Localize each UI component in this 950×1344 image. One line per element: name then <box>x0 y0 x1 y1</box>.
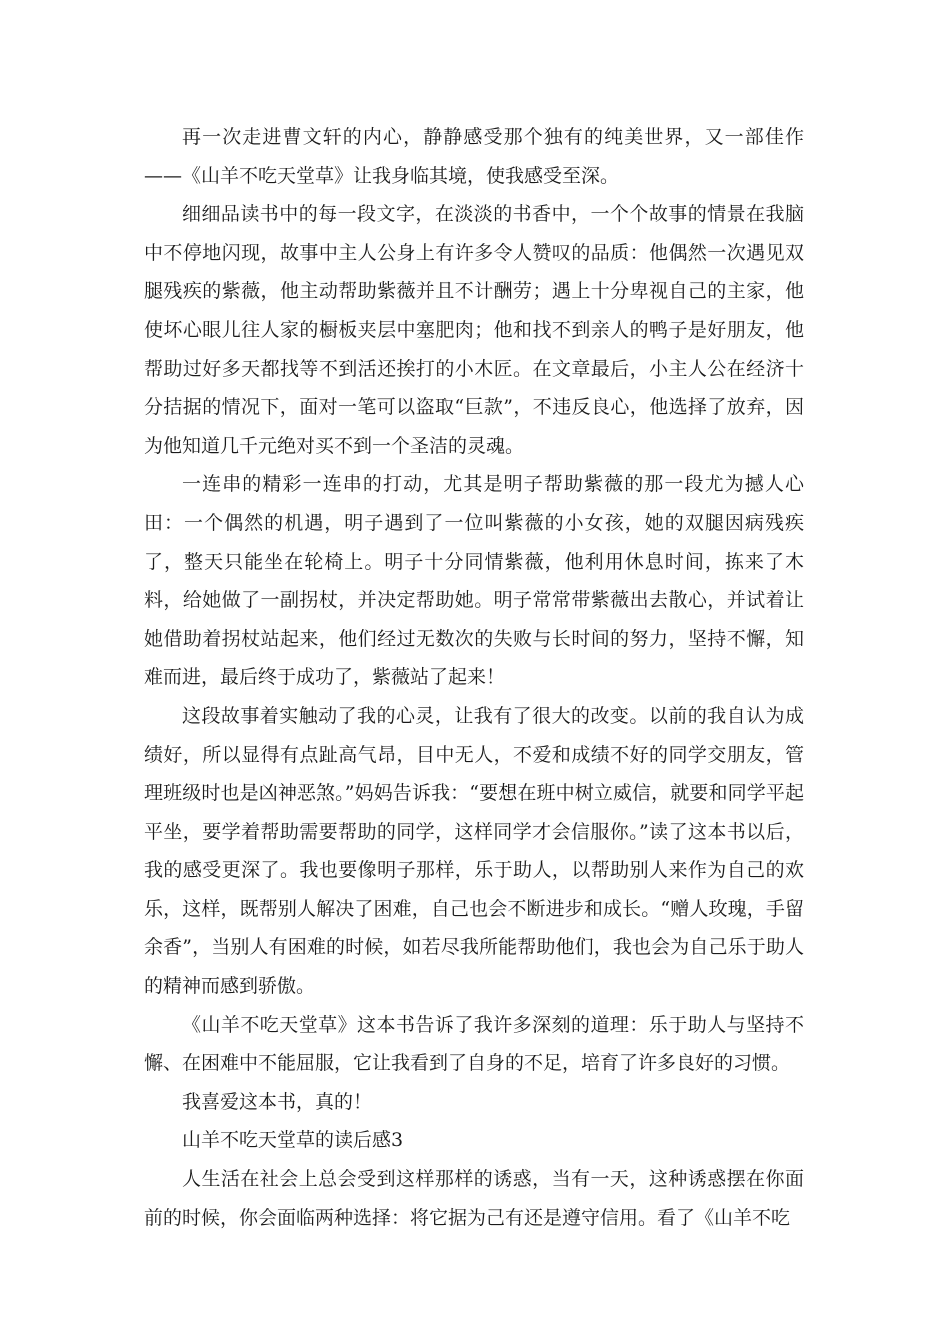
paragraph-closing: 我喜爱这本书，真的！ <box>182 1090 373 1113</box>
paragraph-reading: 细细品读书中的每一段文字，在淡淡的书香中，一个个故事的情景在我脑中不停地闪现，故事中主人公身上有许多令人赞叹的品质：他偶然一次遇见双腿残疾的紫薇，他主动帮助紫薇并且不计酬劳；遇上十分卑视自己的主家，他使坏心眼儿往人家的橱板夹层中塞肥肉；他和找不到亲人的鸭子是好朋友，他帮助过好多天都找等不到活还挨打的小木匠。在文章最后，小主人公在经济十分拮据的情况下，面对一笔可以盗取“巨款”，不违反良心，他选择了放弃，因为他知道几千元绝对买不到一个圣洁的灵魂。 <box>144 203 804 457</box>
document-body <box>144 118 804 1237</box>
paragraph-intro: 再一次走进曹文轩的内心，静静感受那个独有的纯美世界，又一部佳作——《山羊不吃天堂草》让我身临其境，使我感受至深。 <box>144 126 804 187</box>
paragraph-reflection: 这段故事着实触动了我的心灵，让我有了很大的改变。以前的我自认为成绩好，所以显得有点趾高气昂，目中无人，不爱和成绩不好的同学交朋友，管理班级时也是凶神恶煞。”妈妈告诉我：“要想在班中树立威信，就要和同学平起平坐，要学着帮助需要帮助的同学，这样同学才会信服你。”读了这本书以后，我的感受更深了。我也要像明子那样，乐于助人，以帮助别人来作为自己的欢乐，这样，既帮别人解决了困难，自己也会不断进步和成长。“赠人玫瑰，手留余香”，当别人有困难的时候，如若尽我所能帮助他们，我也会为自己乐于助人的精神而感到骄傲。 <box>144 704 804 998</box>
paragraph-next-section: 人生活在社会上总会受到这样那样的诱惑，当有一天，这种诱惑摆在你面前的时候，你会面临两种选择：将它据为己有还是遵守信用。看了《山羊不吃 <box>144 1168 804 1229</box>
paragraph-lesson: 《山羊不吃天堂草》这本书告诉了我许多深刻的道理：乐于助人与坚持不懈、在困难中不能屈服，它让我看到了自身的不足，培育了许多良好的习惯。 <box>144 1013 804 1075</box>
section-title: 山羊不吃天堂草的读后感3 <box>182 1129 404 1152</box>
paragraph-story: 一连串的精彩一连串的打动，尤其是明子帮助紫薇的那一段尤为撼人心田：一个偶然的机遇，明子遇到了一位叫紫薇的小女孩，她的双腿因病残疾了，整天只能坐在轮椅上。明子十分同情紫薇，他利用休息时间，拣来了木料，给她做了一副拐杖，并决定帮助她。明子常常带紫薇出去散心，并试着让她借助着拐杖站起来，他们经过无数次的失败与长时间的努力，坚持不懈，知难而进，最后终于成功了，紫薇站了起来！ <box>144 473 804 689</box>
